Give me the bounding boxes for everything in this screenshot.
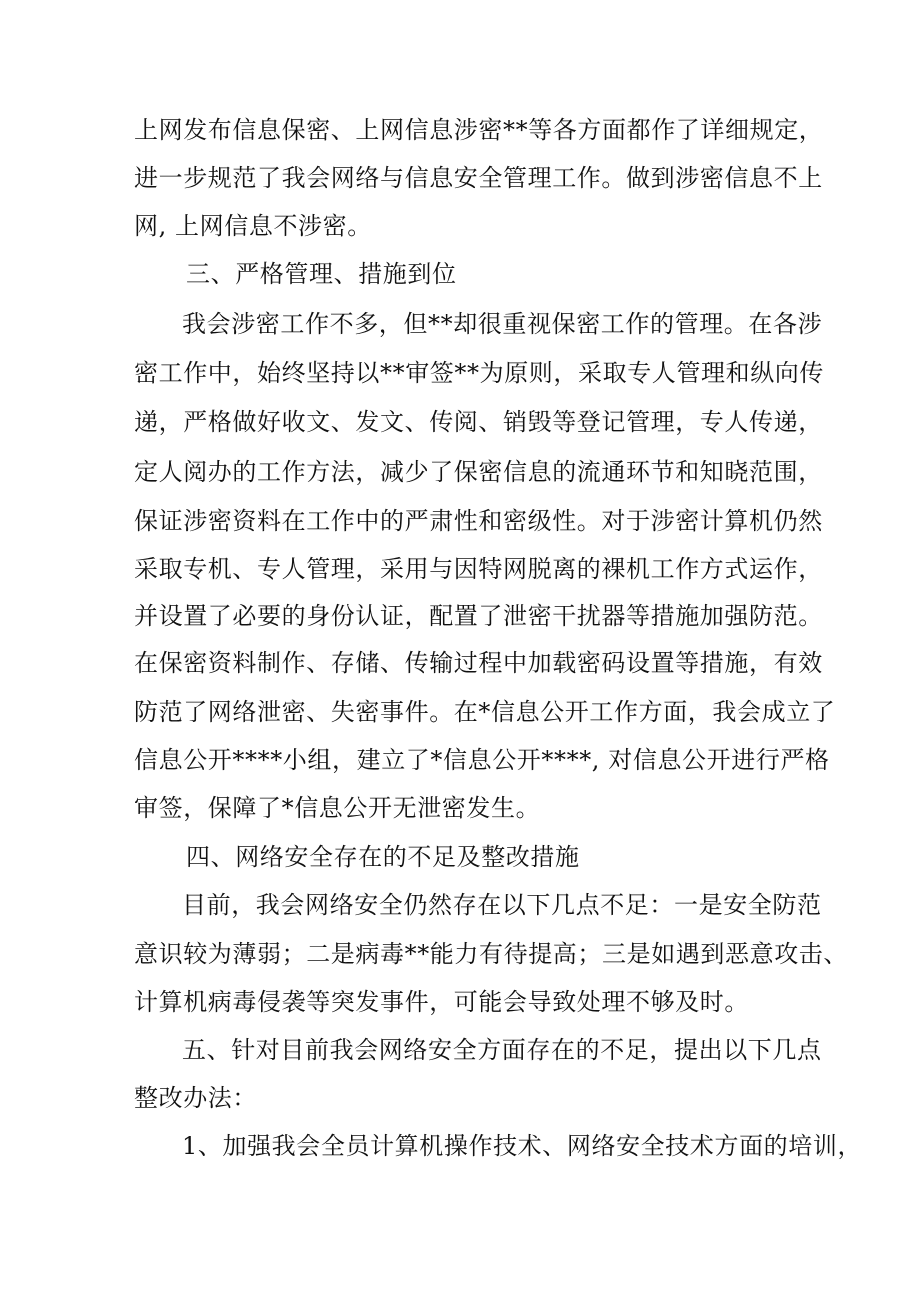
section-heading: 三、严格管理、措施到位 bbox=[186, 260, 457, 288]
text-line: 计算机病毒侵袭等突发事件，可能会导致处理不够及时。 bbox=[134, 988, 749, 1016]
text-line: 定人阅办的工作方法，减少了保密信息的流通环节和知晓范围， bbox=[134, 458, 823, 486]
text-line: 防范了网络泄密、失密事件。在*信息公开工作方面，我会成立了 bbox=[134, 698, 836, 726]
text-line: 在保密资料制作、存储、传输过程中加载密码设置等措施，有效 bbox=[134, 649, 823, 677]
text-line: 采取专机、专人管理，采用与因特网脱离的裸机工作方式运作， bbox=[134, 555, 823, 583]
text-line: 整改办法： bbox=[134, 1084, 257, 1112]
text-line: 意识较为薄弱；二是病毒**能力有待提高；三是如遇到恶意攻击、 bbox=[134, 940, 848, 968]
text-line: 进一步规范了我会网络与信息安全管理工作。做到涉密信息不上 bbox=[134, 164, 823, 192]
paragraph-first-line: 目前，我会网络安全仍然存在以下几点不足：一是安全防范 bbox=[182, 891, 822, 919]
text-line: 保证涉密资料在工作中的严肃性和密级性。对于涉密计算机仍然 bbox=[134, 507, 823, 535]
paragraph-first-line: 五、针对目前我会网络安全方面存在的不足，提出以下几点 bbox=[182, 1036, 822, 1064]
text-line: 并设置了必要的身份认证，配置了泄密干扰器等措施加强防范。 bbox=[134, 602, 823, 630]
section-heading: 四、网络安全存在的不足及整改措施 bbox=[186, 843, 580, 871]
text-line: 上网发布信息保密、上网信息涉密**等各方面都作了详细规定， bbox=[134, 116, 824, 144]
text-line: 密工作中，始终坚持以**审签**为原则，采取专人管理和纵向传 bbox=[134, 359, 824, 387]
paragraph-first-line: 我会涉密工作不多，但**却很重视保密工作的管理。在各涉 bbox=[182, 310, 823, 338]
text-line: 递，严格做好收文、发文、传阅、销毁等登记管理，专人传递， bbox=[134, 408, 823, 436]
text-line: 信息公开****小组，建立了*信息公开****, 对信息公开进行严格 bbox=[134, 746, 830, 774]
text-line: 网, 上网信息不涉密。 bbox=[134, 212, 372, 240]
paragraph-first-line: 1、加强我会全员计算机操作技术、网络安全技术方面的培训， bbox=[182, 1132, 863, 1160]
text-line: 审签，保障了*信息公开无泄密发生。 bbox=[134, 794, 541, 822]
